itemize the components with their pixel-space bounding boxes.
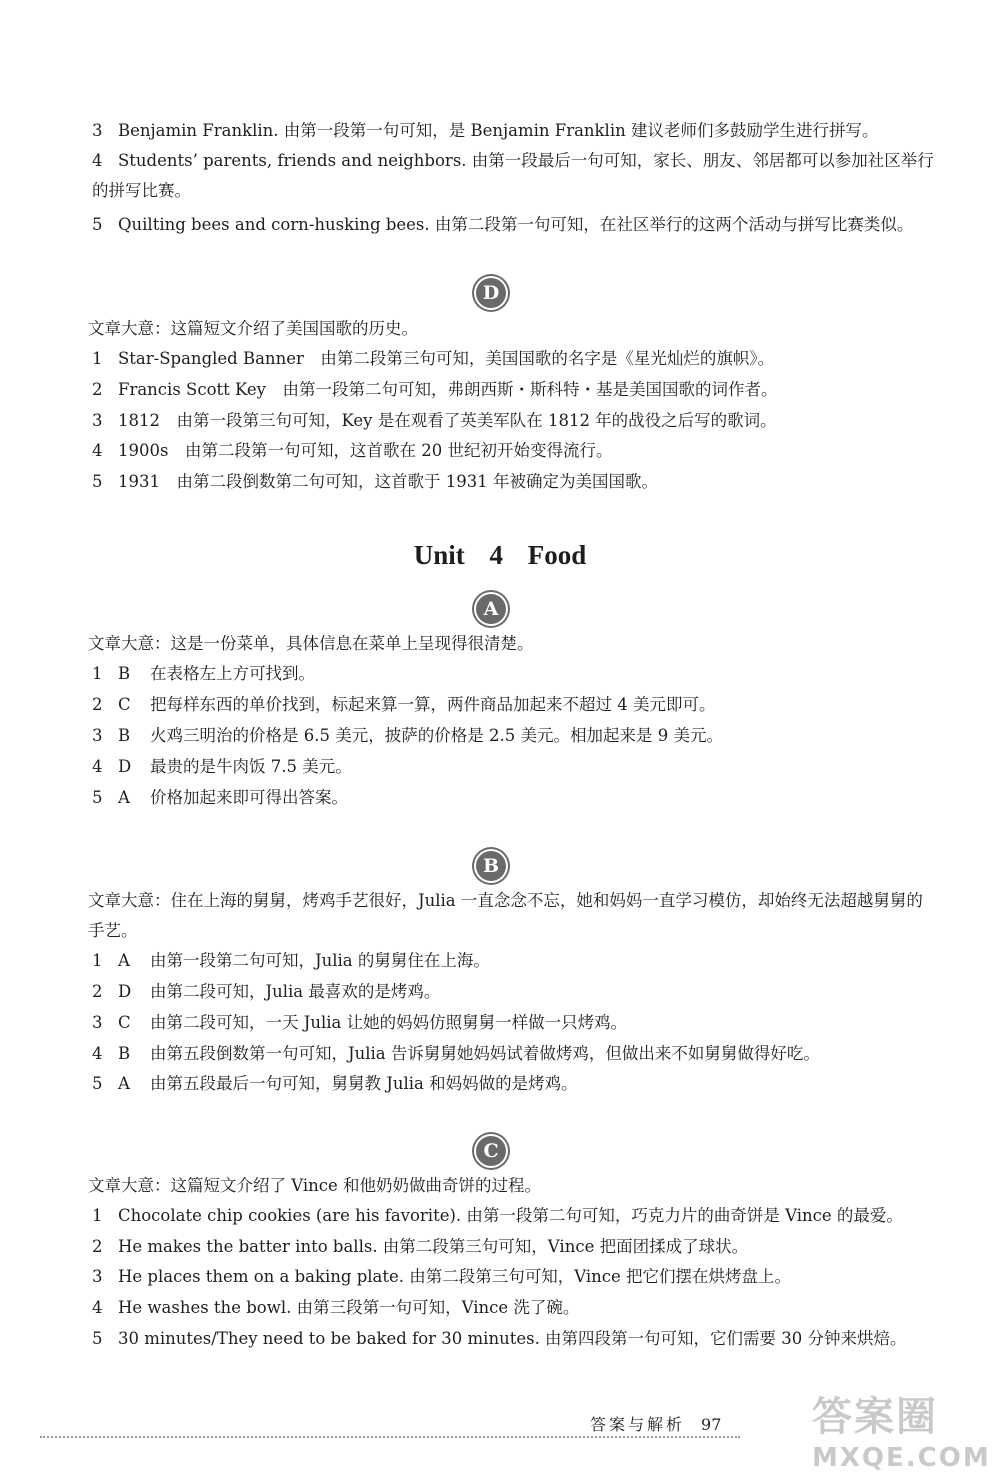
list-item [92,410,777,432]
item-text: He washes the bowl. 由第三段第一句可知，Vince 洗了碗。 [118,1298,580,1317]
item-number: 5 [92,215,103,234]
item-text: 由第二段可知，Julia 最喜欢的是烤鸡。 [150,982,441,1001]
item-number: 2 [92,982,103,1001]
list-item [92,950,490,972]
item-text: 把每样东西的单价找到，标起来算一算，两件商品加起来不超过 4 美元即可。 [150,695,716,714]
list-item [92,1328,907,1350]
page-footer [590,1412,721,1435]
item-number: 5 [92,788,103,807]
item-text: Benjamin Franklin. 由第一段第一句可知，是 Benjamin Franklin 建议老师们多鼓励学生进行拼写。 [118,121,879,140]
item-text: 由第五段倒数第一句可知，Julia 告诉舅舅她妈妈试着做烤鸡，但做出来不如舅舅做得好吃。 [150,1044,820,1063]
list-item [92,146,942,206]
list-item [92,663,315,685]
watermark-logo-text: 答案圈 [812,1394,938,1440]
item-text: 1900s 由第二段第一句可知，这首歌在 20 世纪初开始变得流行。 [118,441,613,460]
item-number: 5 [92,472,103,491]
item-text: 1812 由第一段第三句可知，Key 是在观看了英美军队在 1812 年的战役之后写的歌词。 [118,411,777,430]
item-number: 3 [92,1267,103,1286]
item-number: 4 [92,151,103,170]
list-item [92,787,348,809]
item-number: 3 [92,121,103,140]
item-number: 1 [92,349,103,368]
item-text: Star-Spangled Banner 由第二段第三句可知，美国国歌的名字是《星光灿烂的旗帜》。 [118,349,775,368]
item-text: Chocolate chip cookies (are his favorite). 由第一段第二句可知，巧克力片的曲奇饼是 Vince 的最爱。 [118,1206,903,1225]
list-item [92,348,774,370]
summary: 文章大意：这是一份菜单，具体信息在菜单上呈现得很清楚。 [88,634,534,653]
list-item [92,1236,748,1258]
answer-letter: A [118,951,130,970]
answer-letter: B [118,664,131,683]
answer-letter: B [118,726,131,745]
item-text: 最贵的是牛肉饭 7.5 美元。 [150,757,352,776]
item-number: 3 [92,1013,103,1032]
item-number: 3 [92,411,103,430]
answer-letter: D [118,982,132,1001]
list-item [92,1297,579,1319]
answer-letter: C [118,1013,131,1032]
item-text: 由第一段第二句可知，Julia 的舅舅住在上海。 [150,951,490,970]
item-number: 4 [92,441,103,460]
list-item [92,1266,791,1288]
item-text: 在表格左上方可找到。 [150,664,315,683]
list-item [92,981,440,1003]
item-number: 5 [92,1074,103,1093]
footer-label: 答案与解析 [590,1415,686,1434]
answer-letter: D [118,757,132,776]
list-item [92,1012,627,1034]
item-number: 1 [92,1206,103,1225]
item-text: 由第五段最后一句可知，舅舅教 Julia 和妈妈做的是烤鸡。 [150,1074,578,1093]
item-number: 2 [92,1237,103,1256]
list-item [92,756,352,778]
list-item [92,725,723,747]
item-number: 1 [92,951,103,970]
item-number: 4 [92,757,103,776]
section-badge: D [476,278,506,308]
item-number: 2 [92,380,103,399]
answer-letter: A [118,788,130,807]
item-text: Students’ parents, friends and neighbors. 由第一段最后一句可知，家长、朋友、邻居都可以参加社区举行的拼写比赛。 [92,151,934,200]
item-text: Quilting bees and corn-husking bees. 由第二段第一句可知，在社区举行的这两个活动与拼写比赛类似。 [118,215,914,234]
section-badge: A [476,594,506,624]
answer-letter: A [118,1074,130,1093]
list-item [92,471,658,493]
item-number: 5 [92,1329,103,1348]
page-number: 97 [701,1415,722,1434]
watermark-url: MXQE.COM [812,1443,991,1473]
unit-title: Unit 4 Food [413,540,587,570]
list-item [92,214,913,236]
summary: 文章大意：这篇短文介绍了美国国歌的历史。 [88,319,418,338]
item-text: He makes the batter into balls. 由第二段第三句可知，Vince 把面团揉成了球状。 [118,1237,749,1256]
item-text: Francis Scott Key 由第一段第二句可知，弗朗西斯・斯科特・基是美国国歌的词作者。 [118,380,778,399]
answer-letter: C [118,695,131,714]
list-item [92,379,777,401]
item-text: 火鸡三明治的价格是 6.5 美元，披萨的价格是 2.5 美元。相加起来是 9 美元。 [150,726,723,745]
list-item [92,1043,820,1065]
item-text: 30 minutes/They need to be baked for 30 minutes. 由第四段第一句可知，它们需要 30 分钟来烘焙。 [118,1329,907,1348]
item-text: 价格加起来即可得出答案。 [150,788,348,807]
item-number: 4 [92,1298,103,1317]
list-item [92,1073,578,1095]
item-text: 由第二段可知，一天 Julia 让她的妈妈仿照舅舅一样做一只烤鸡。 [150,1013,628,1032]
footer-divider [40,1436,740,1438]
answer-letter: B [118,1044,131,1063]
watermark [812,1392,992,1484]
list-item [92,440,612,462]
list-item [92,120,878,142]
list-item [92,694,716,716]
list-item [92,1205,903,1227]
summary: 文章大意：这篇短文介绍了 Vince 和他奶奶做曲奇饼的过程。 [88,1176,542,1195]
item-number: 1 [92,664,103,683]
item-text: He places them on a baking plate. 由第二段第三句可知，Vince 把它们摆在烘烤盘上。 [118,1267,792,1286]
item-number: 2 [92,695,103,714]
item-text: 1931 由第二段倒数第二句可知，这首歌于 1931 年被确定为美国国歌。 [118,472,658,491]
section-badge: C [476,1136,506,1166]
item-number: 4 [92,1044,103,1063]
item-number: 3 [92,726,103,745]
summary: 文章大意：住在上海的舅舅，烤鸡手艺很好，Julia 一直念念不忘，她和妈妈一直学习模仿，却始终无法超越舅舅的手艺。 [88,891,923,940]
section-badge: B [476,851,506,881]
